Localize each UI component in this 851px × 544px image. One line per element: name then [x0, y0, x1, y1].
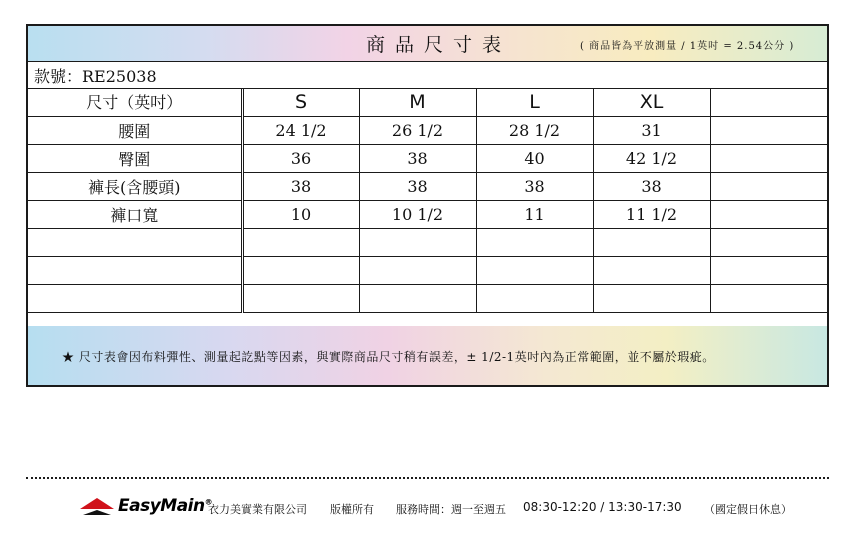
row-label — [28, 284, 242, 312]
header-cell: L — [476, 88, 593, 116]
brand-name — [118, 496, 212, 516]
size-cell — [359, 284, 476, 312]
header-cell — [710, 88, 827, 116]
company-name: 衣力美實業有限公司 — [208, 503, 307, 516]
header-cell: 尺寸（英吋） — [28, 88, 242, 116]
size-cell: 31 — [593, 116, 710, 144]
title-bar — [28, 26, 827, 62]
model-number: 款號：RE25038 — [34, 67, 157, 86]
size-cell — [476, 256, 593, 284]
size-cell — [242, 256, 359, 284]
size-cell — [710, 256, 827, 284]
row-label: 腰圍 — [28, 116, 242, 144]
header-cell: XL — [593, 88, 710, 116]
table-row — [28, 228, 827, 256]
service-hours-time: 08:30-12:20 / 13:30-17:30 — [523, 500, 682, 514]
table-row — [28, 284, 827, 312]
header-cell: S — [242, 88, 359, 116]
size-cell: 40 — [476, 144, 593, 172]
size-cell — [242, 284, 359, 312]
size-cell — [593, 228, 710, 256]
table-row — [28, 116, 827, 144]
size-cell: 24 1/2 — [242, 116, 359, 144]
chart-title: 商品尺寸表 — [366, 34, 512, 56]
row-label — [28, 256, 242, 284]
header-row — [28, 88, 827, 116]
table-row — [28, 172, 827, 200]
disclaimer-text: ★ 尺寸表會因布料彈性、測量起訖點等因素，與實際商品尺寸稍有誤差，± 1/2-1英吋內為正常範圍，並不屬於瑕疵。 — [62, 350, 715, 364]
size-cell: 11 — [476, 200, 593, 228]
holiday-note: （國定假日休息） — [704, 503, 792, 516]
header-cell: M — [359, 88, 476, 116]
size-cell — [710, 284, 827, 312]
size-cell: 38 — [359, 172, 476, 200]
size-cell: 42 1/2 — [593, 144, 710, 172]
size-cell — [710, 144, 827, 172]
row-label — [28, 228, 242, 256]
size-cell: 38 — [476, 172, 593, 200]
size-cell: 38 — [359, 144, 476, 172]
table-row — [28, 200, 827, 228]
size-cell: 36 — [242, 144, 359, 172]
size-cell: 10 1/2 — [359, 200, 476, 228]
size-cell — [710, 172, 827, 200]
size-cell — [593, 284, 710, 312]
row-label: 臀圍 — [28, 144, 242, 172]
size-cell: 10 — [242, 200, 359, 228]
service-hours-label: 服務時間：週一至週五 — [396, 503, 506, 516]
size-cell — [476, 228, 593, 256]
size-cell: 38 — [242, 172, 359, 200]
measure-note: ( 商品皆為平放測量 / 1英吋 = 2.54公分 ) — [580, 41, 795, 52]
size-cell — [710, 116, 827, 144]
size-cell: 26 1/2 — [359, 116, 476, 144]
size-cell — [710, 228, 827, 256]
size-cell — [359, 228, 476, 256]
size-cell — [359, 256, 476, 284]
disclaimer-bar — [28, 326, 827, 385]
size-cell: 28 1/2 — [476, 116, 593, 144]
size-chart-frame — [26, 24, 829, 387]
size-cell — [476, 284, 593, 312]
copyright-text: 版權所有 — [330, 503, 374, 516]
model-row — [28, 61, 827, 89]
registered-mark: ® — [204, 497, 213, 507]
row-label: 褲長(含腰頭) — [28, 172, 242, 200]
size-table — [28, 88, 827, 313]
table-row — [28, 144, 827, 172]
mountain-logo-icon — [80, 498, 114, 518]
size-cell: 38 — [593, 172, 710, 200]
size-cell — [242, 228, 359, 256]
row-label: 褲口寬 — [28, 200, 242, 228]
size-cell — [593, 256, 710, 284]
divider — [26, 477, 829, 479]
size-cell — [710, 200, 827, 228]
brand-text: EasyMain — [118, 496, 205, 516]
table-row — [28, 256, 827, 284]
size-cell: 11 1/2 — [593, 200, 710, 228]
